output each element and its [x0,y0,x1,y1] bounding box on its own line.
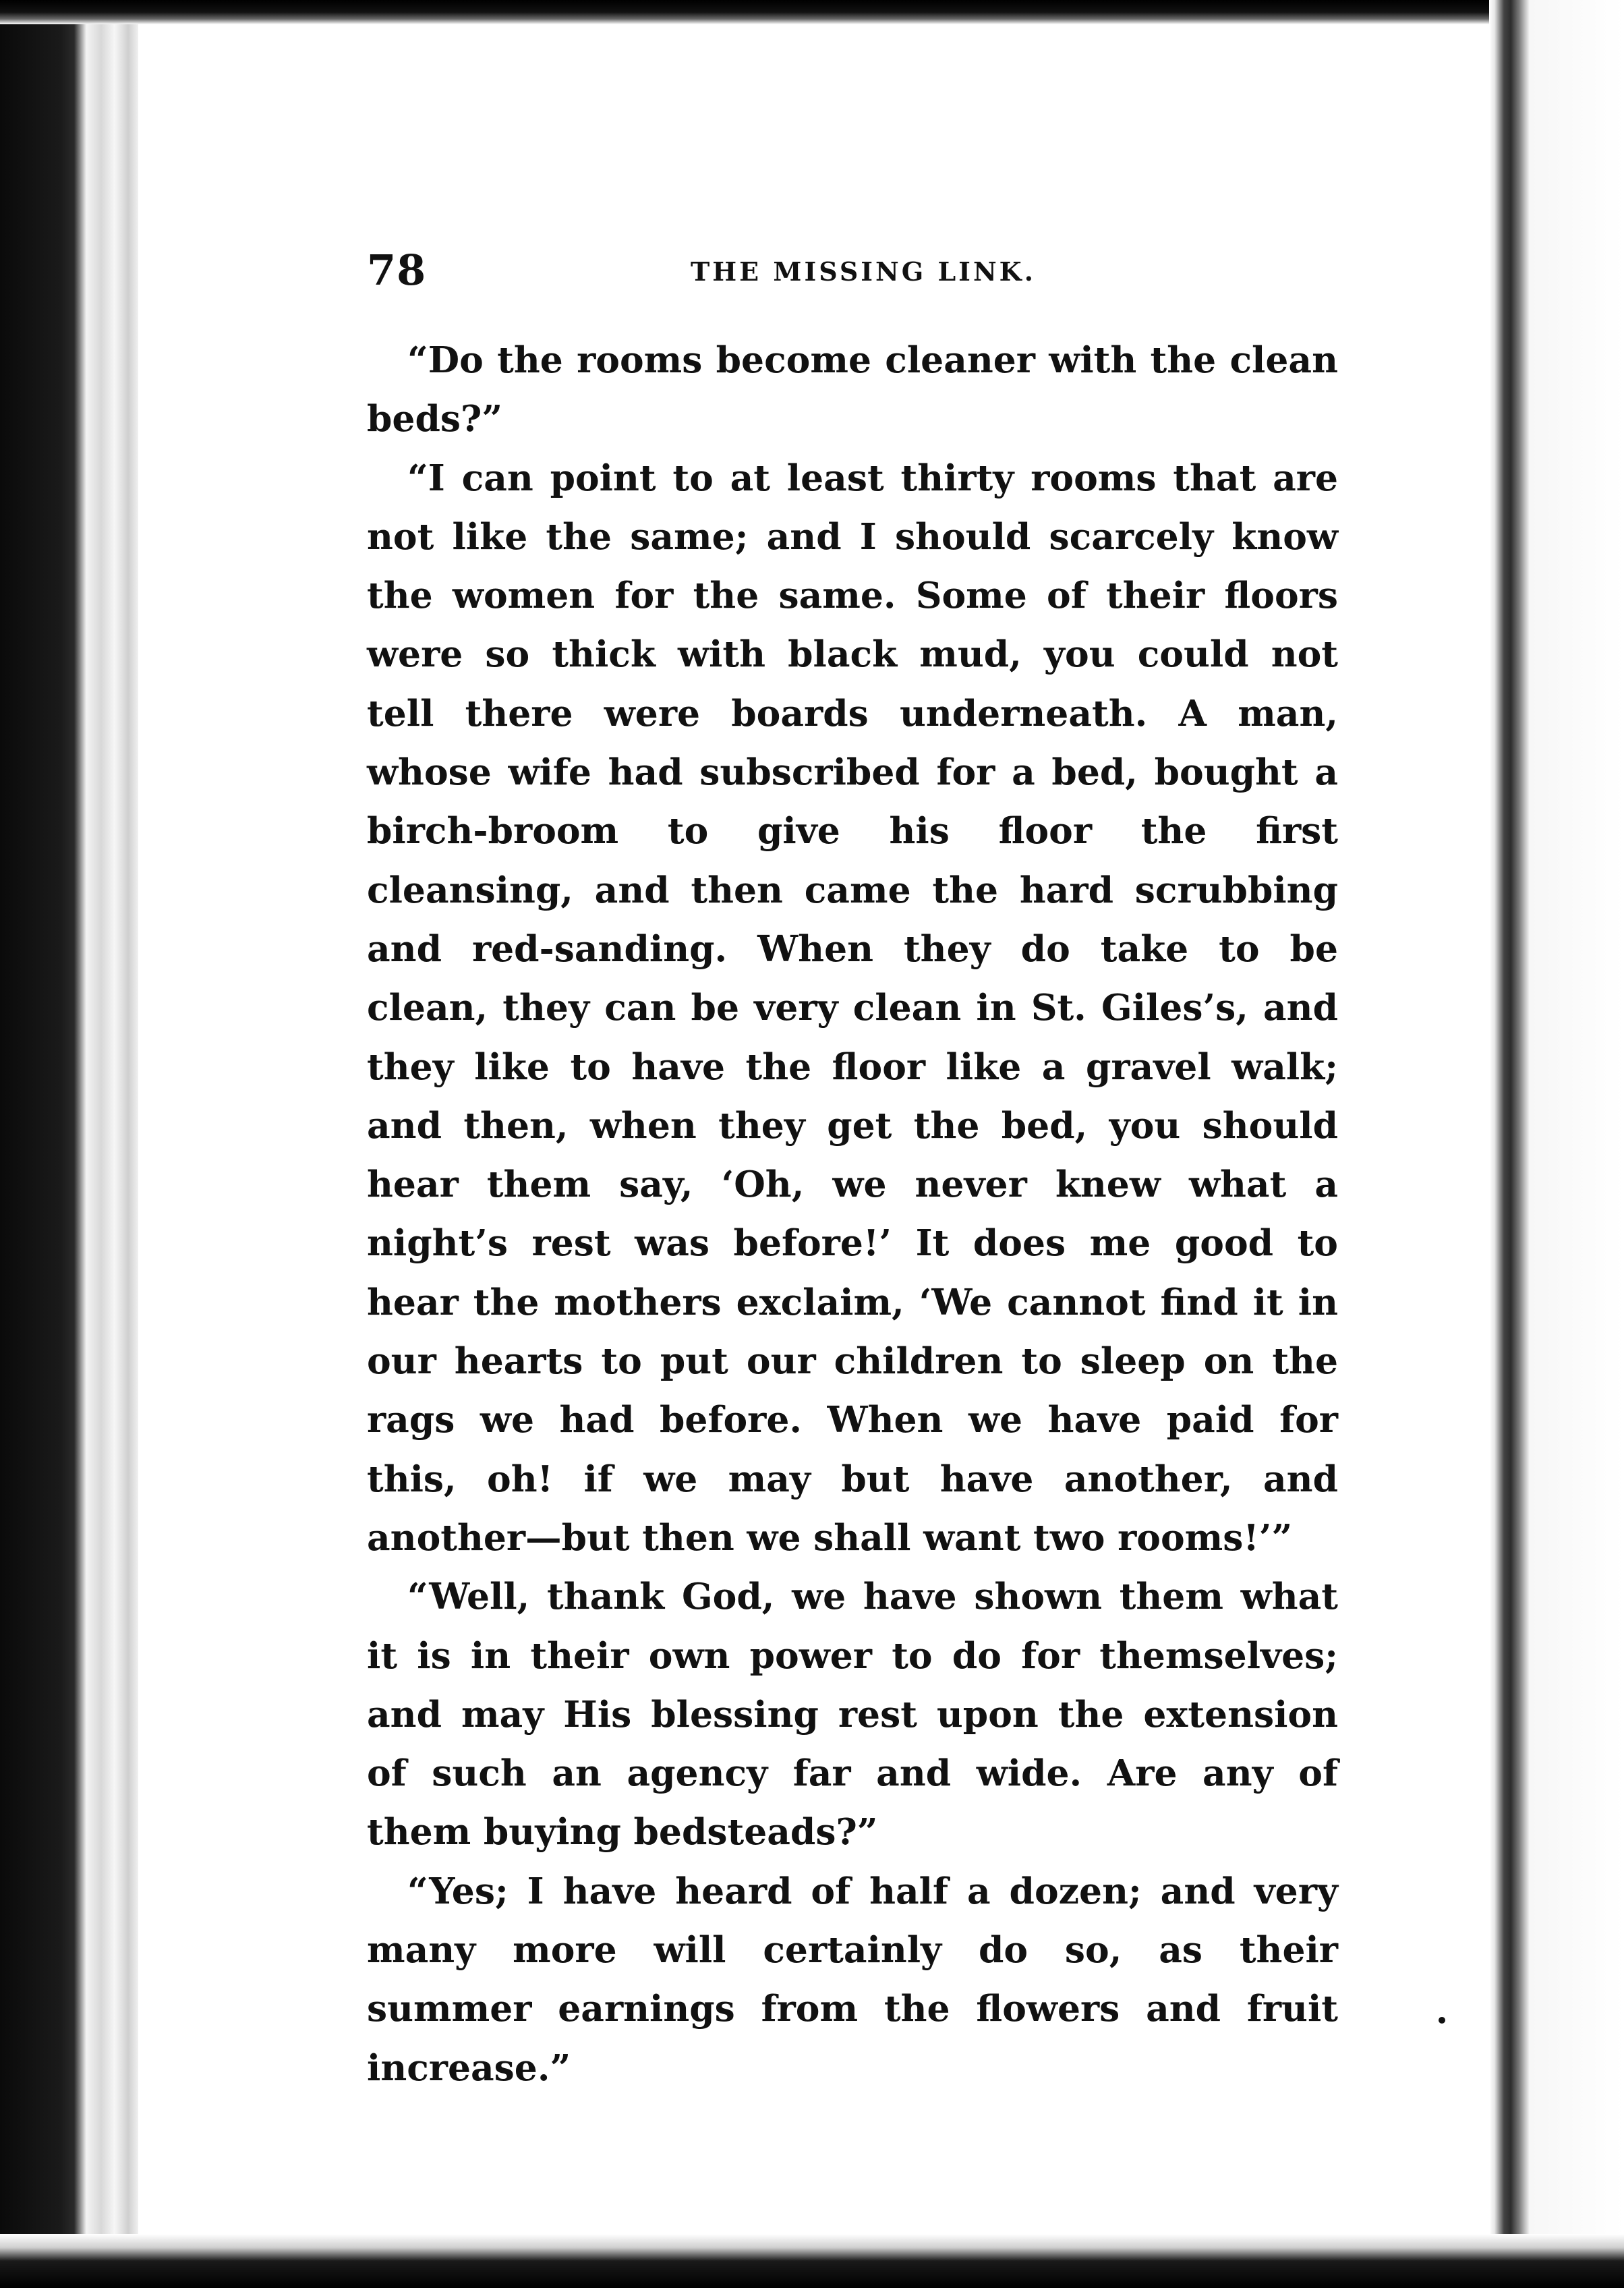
paragraph: “Well, thank God, we have shown them what it is in their own power to do for themselves; and may His blessing rest upon the extension of such an agency far and wide. Are any of them buying bedsteads?” [367,1575,1338,1854]
paragraph: “Do the rooms become cleaner with the clean beds?” [367,339,1338,440]
running-head [367,246,1466,306]
book-spine-edge [0,0,142,2288]
paragraph: “Yes; I have heard of half a dozen; and very many more will certainly do so, as their summer earnings from the flowers and fruit increase.” [367,1869,1338,2089]
scan-speck [1439,2017,1445,2024]
scan-top-edge [0,0,1624,24]
page-body [367,331,1338,2097]
page-number: 78 [367,246,427,295]
running-title: THE MISSING LINK. [691,256,1036,287]
scan-bottom-edge [0,2234,1624,2288]
page-right-edge [1489,0,1624,2288]
paragraph: “I can point to at least thirty rooms that are not like the same; and I should scarcely know the women for the same. Some of their floors were so thick with black mud, you could not tell there were boards underneath. A man, whose wife had subscribed for a bed, bought a birch-broom to give his floor the first cleansing, and then came the hard scrubbing and red-sanding. When they do take to be clean, they can be very clean in St. Giles’s, and they like to have the floor like a gravel walk; and then, when they get the bed, you should hear them say, ‘Oh, we never knew what a night’s rest was before!’ It does me good to hear the mothers exclaim, ‘We cannot find it in our hearts to put our children to sleep on the rags we had before. When we have paid for this, oh! if we may but have another, and another—but then we shall want two rooms!’” [367,456,1338,1559]
